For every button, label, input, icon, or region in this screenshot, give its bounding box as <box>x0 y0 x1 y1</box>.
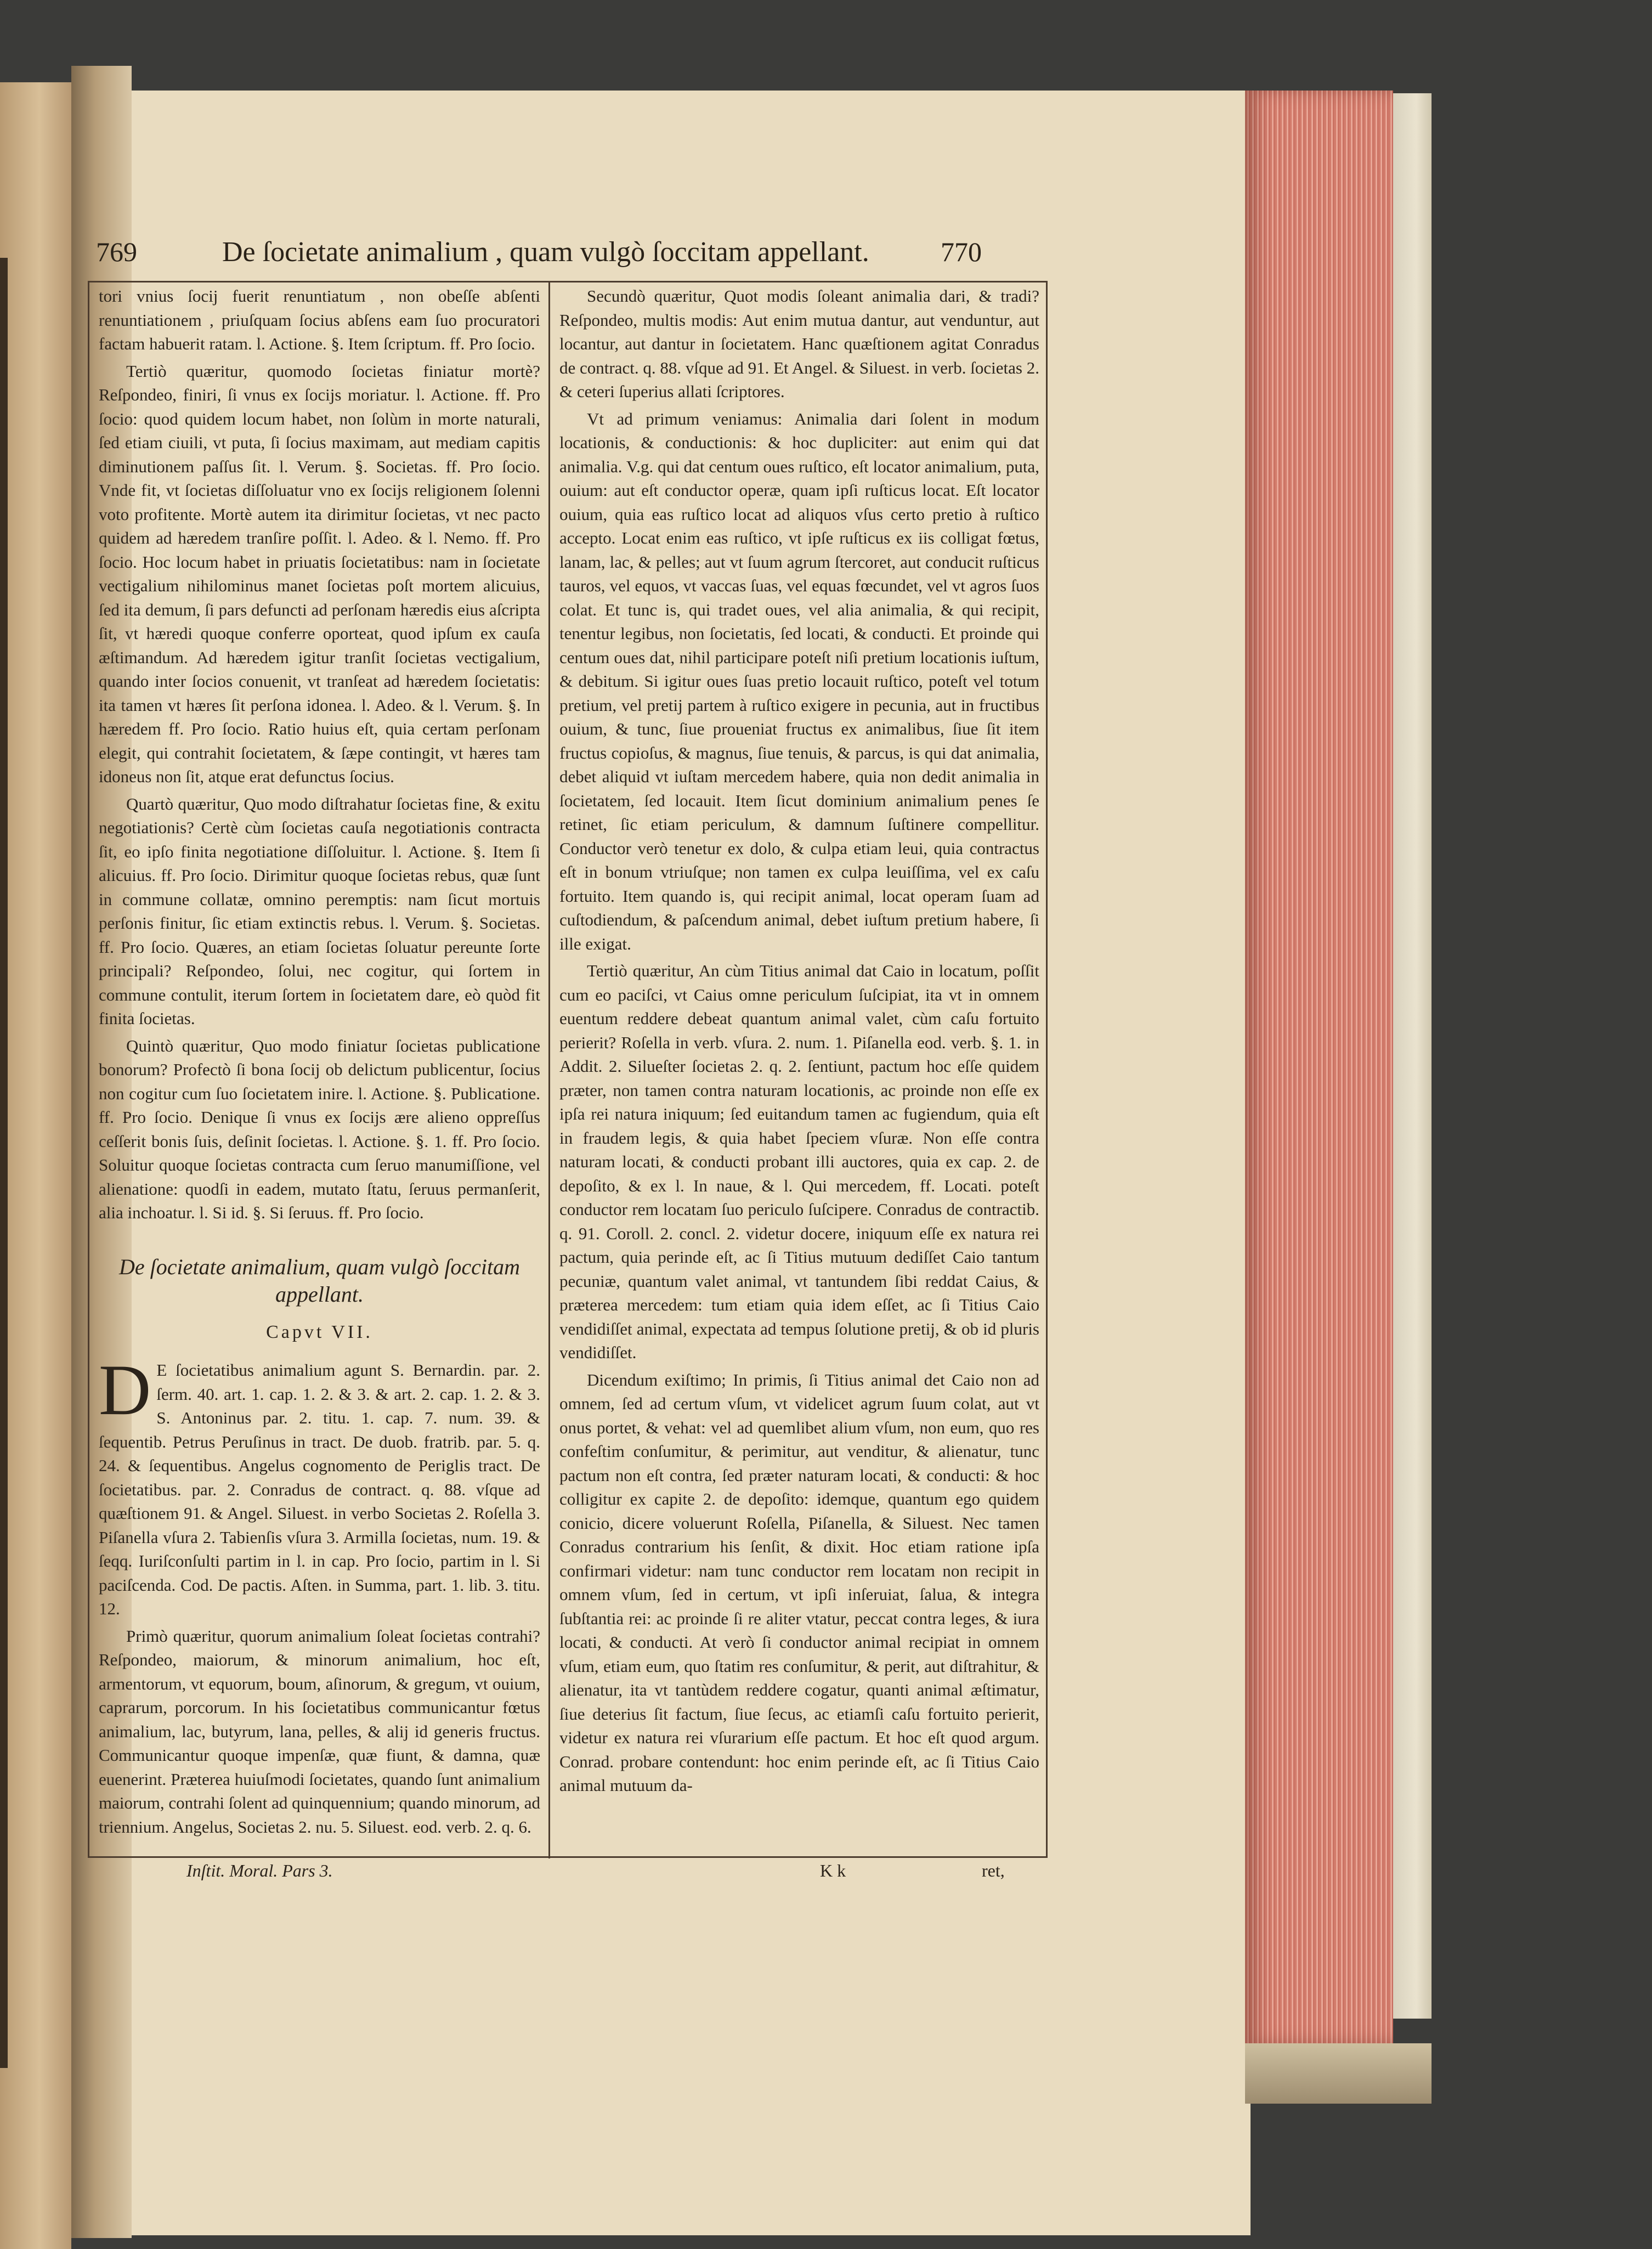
paragraph: Dicendum exiſtimo; In primis, ſi Titius animal det Caio non ad omnem, ſed ad certum vſum, vt videlicet agrum ſuum colat, aut vt onus portet, & vehat: vel ad quemlibet alium vſum, non eum, quo res confeſtim conſumitur, & perimitur, aut venditur, & alienatur, tunc pactum non eſt contra, ſed præter naturam locati, & conducti: & hoc colligitur ex capite 2. de depoſito: idemque, quantum ego quidem conicio, dicere voluerunt Roſella, Piſanella, & Siluest. Nec tamen Conradus contrarium his ſenſit, & dixit. Hoc etiam ratione ipſa confirmari videtur: nam tunc conductor rem locatam non recipit in omnem vſum, ſed in certum, vt ipſi inſeruiat, ſalua, & integra ſubſtantia rei: ac proinde ſi re aliter vtatur, peccat contra leges, & iura locati, & conducti. At verò ſi conductor animal recipiat in omnem vſum, etiam eum, quo ſtatim res conſumitur, & perit, aut diſtrahitur, & alienatur, ita vt tantùdem reddere cogatur, quanti animal æſtimatur, ſiue deterius ſit factum, ſiue ſecus, ac etiamſi caſu fortuito perierit, videtur ex natura rei vſurarium eſſe pactum. Et hoc eſt quod argum. Conrad. probare contendunt: hoc enim perinde eſt, ac ſi Titius Caio animal mutuum da- <box>559 1370 1039 1795</box>
footer-title: Inſtit. Moral. Pars 3. <box>186 1861 333 1880</box>
page-number-left: 769 <box>96 236 137 267</box>
signature-mark: K k <box>820 1861 846 1880</box>
paragraph: tori vnius ſocij fuerit renuntiatum , non obeſſe abſenti renuntiationem , priuſquam ſocius abſens eam ſuo procuratori factam habuerit ratam. l. Actione. §. Item ſcriptum. ff. Pro ſocio. <box>99 286 540 353</box>
catchword: ret, <box>982 1861 1005 1880</box>
paragraph: Tertiò quæritur, quomodo ſocietas finiatur mortè? Reſpondeo, finiri, ſi vnus ex ſocijs moriatur. l. Actione. ff. Pro ſocio: quod quidem locum habet, non ſolùm in morte naturali, ſed etiam ciuili, vt puta, ſi ſocius maximam, aut mediam capitis diminutionem paſſus ſit. l. Verum. §. Societas. ff. Pro ſocio. Vnde fit, vt ſocietas diſſoluatur vno ex ſocijs religionem ſolenni voto profitente. Mortè autem ita dirimitur ſocietas, vt nec pacto quidem ad hæredem tranſire poſſit. l. Adeo. & l. Nemo. ff. Pro ſocio. Hoc locum habet in priuatis ſocietatibus: nam in ſocietate vectigalium nihilominus manet ſocietas poſt mortem alicuius, ſed ita demum, ſi pars defuncti ad perſonam hæredis eius aſcripta ſit, vt hæredi quoque conferre oporteat, quod ipſum ex cauſa æſtimandum. Ad hæredem igitur tranſit ſocietas vectigalium, quando inter ſocios conuenit, vt tranſeat ad hæredem ſocietatis: ita tamen vt hæres ſit perſona idonea. l. Adeo. & l. Verum. §. In hæredem ff. Pro ſocio. Ratio huius eſt, quia certam perſonam elegit, qui contrahit ſocietatem, & ſæpe contingit, vt hæres tam idoneus non ſit, atque erat defunctus ſocius. <box>99 361 540 786</box>
drop-cap: D <box>99 1349 151 1430</box>
left-page-strip <box>0 258 8 2068</box>
page-edges <box>1245 91 1393 2043</box>
column-divider <box>548 281 550 1858</box>
left-page-edge <box>0 82 71 2249</box>
paragraph: Primò quæritur, quorum animalium ſoleat ſocietas contrahi? Reſpondeo, maiorum, & minorum animalium, hoc eſt, armentorum, vt equorum, boum, aſinorum, & gregum, vt ouium, caprarum, porcorum. In his ſocietatibus communicantur fœtus animalium, lac, butyrum, lana, pelles, & alij id generis fructus. Communicantur quoque impenſæ, quæ fiunt, & damna, quæ euenerint. Præterea huiuſmodi ſocietates, quando ſunt animalium maiorum, contrahi ſolent ad quinquennium; quando minorum, ad triennium. Angelus, Societas 2. nu. 5. Siluest. eod. verb. 2. q. 6. <box>99 1626 540 1837</box>
paragraph: Quintò quæritur, Quo modo finiatur ſocietas publicatione bonorum? Profectò ſi bona ſocij ob delictum publicentur, ſocius non cogitur cum ſuo ſocietatem inire. l. Actione. §. Publicatione. ff. Pro ſocio. Denique ſi vnus ex ſocijs ære alieno oppreſſus ceſſerit bonis ſuis, deſinit ſocietas. l. Actione. §. 1. ff. Pro ſocio. Soluitur quoque ſocietas contracta cum ſeruo manumiſſione, vel alienatione: quodſi in eadem, mutato ſtatu, ſeruus permanſerit, alia inchoatur. l. Si id. §. Si ſeruus. ff. Pro ſocio. <box>99 1036 540 1222</box>
right-column <box>559 284 1039 1801</box>
chapter-first-paragraph <box>99 1349 540 1621</box>
paragraph: Secundò quæritur, Quot modis ſoleant animalia dari, & tradi? Reſpondeo, multis modis: Aut enim mutua dantur, aut venduntur, aut locantur, aut dantur in ſocietatem. Hanc quæſtionem agitat Conradus de contract. q. 88. vſque ad 91. Et Angel. & Siluest. in verb. ſocietas 2. & ceteri ſuperius allati ſcriptores. <box>559 286 1039 401</box>
page-number-right: 770 <box>941 236 982 267</box>
paragraph-text: E ſocietatibus animalium agunt S. Bernardin. par. 2. ſerm. 40. art. 1. cap. 1. 2. & 3. & art. 2. cap. 1. 2. & 3. S. Antoninus par. 2. titu. 1. cap. 7. num. 39. & ſequentib. Petrus Peruſinus in tract. De duob. fratrib. par. 5. q. 24. & ſequentibus. Angelus cognomento de Periglis tract. De ſocietatibus. par. 2. Conradus de contract. q. 88. vſque ad quæſtionem 91. & Angel. Siluest. in verbo Societas 2. Roſella 3. Piſanella vſura 2. Tabienſis vſura 3. Armilla ſocietas, num. 19. & ſeqq. Iuriſconſulti partim in l. in cap. Pro ſocio, partim in l. Si paciſcenda. Cod. De pactis. Aſten. in Summa, part. 1. lib. 3. titu. 12. <box>99 1360 540 1618</box>
paragraph: Tertiò quæritur, An cùm Titius animal dat Caio in locatum, poſſit cum eo paciſci, vt Caius omne periculum ſuſcipiat, ita vt in omnem euentum reddere debeat quantum animal valet, cùm caſu fortuito perierit? Roſella in verb. vſura. 2. num. 1. Piſanella eod. verb. §. 1. in Addit. 2. Silueſter ſocietas 2. q. 2. ſentiunt, pactum hoc eſſe quidem præter, non tamen contra naturam locationis, ac proinde non eſſe ex ipſa rei natura iniquum; ſed euitandum tamen ac fugiendum, quia eſt in fraudem legis, & quia habet ſpeciem vſuræ. Non eſſe contra naturam locati, & conducti probant illi auctores, quia ex cap. 2. de depoſito, & ex l. In naue, & l. Qui mercedem, ff. Locati. poteſt conductor rem locatam ſuo periculo ſuſcipere. Conradus de contractib. q. 91. Coroll. 2. concl. 2. videtur docere, iniquum eſſe ex natura rei pactum, quia perinde eſt, ac ſi Titius mutuum dediſſet Caio tantum pecuniæ, quantum valet animal, vt tantundem ſibi reddat Caius, & præterea mercedem: tum etiam quia idem eſſet, ac ſi Titius Caio vendidiſſet animal, expectata ad tempus ſolutione pretij, & ob id pluris vendidiſſet. <box>559 961 1039 1362</box>
chapter-number: Capvt VII. <box>266 1321 373 1342</box>
paragraph: Quartò quæritur, Quo modo diſtrahatur ſocietas fine, & exitu negotiationis? Certè cùm ſocietas cauſa negotiationis contracta ſit, eo ipſo finita negotiatione diſſoluitur. l. Actione. §. Item ſi alicuius. ff. Pro ſocio. Dirimitur quoque ſocietas rebus, quæ ſunt in commune collatæ, omnino peremptis: nam ſicut mortuis perſonis finitur, ſic etiam extinctis rebus. l. Verum. §. Societas. ff. Pro ſocio. Quæres, an etiam ſocietas ſoluatur pereunte ſorte principali? Reſpondeo, ſolui, nec cogitur, qui ſortem in commune contulit, iterum ſortem in ſocietatem dare, eò quòd fit finita ſocietas. <box>99 794 540 1028</box>
running-title: De ſocietate animalium , quam vulgò ſoccitam appellant. <box>222 236 869 268</box>
paragraph: Vt ad primum veniamus: Animalia dari ſolent in modum locationis, & conductionis: & hoc dupliciter: aut enim qui dat animalia. V.g. qui dat centum oues ruſtico, eſt locator animalium, puta, ouium: aut eſt conductor operæ, quam ipſi ruſticus locat. Eſt locator ouium, quia eas ruſtico locat ad aliquos vſus certo pretio à ruſtico accepto. Locat enim eas ruſtico, vt ipſe ruſticus ex iis colligat fœtus, lanam, lac, & pelles; aut vt ſuum agrum ſtercoret, aut conducit ruſticus tauros, vel equos, vt vaccas ſuas, vel equas fœcundet, vel vt agros ſuos colat. Et tunc is, qui tradet oues, vel alia animalia, & qui recipit, tenentur legibus, non ſocietatis, ſed locati, & conducti. Et proinde qui centum oues dat, nihil participare poteſt niſi pretium locationis iuſtum, & debitum. Si igitur oues ſuas pretio locauit ruſtico, poteſt vel totum pretium, vel pretij partem à ruſtico exigere in pecunia, aut in fructibus ouium, & tunc, ſiue proueniat fructus ex animalibus, ſiue ſit item fructus copioſus, & magnus, ſiue tenuis, & parcus, is qui dat animalia, debet aliquid vt iuſtam mercedem habere, quia non dedit animalia in ſocietatem, ſed locauit. Item ſicut dominium animalium penes ſe retinet, ſic etiam periculum, & damnum ſuſtinere compellitur. Conductor verò tenetur ex dolo, & culpa etiam leui, quia contractus eſt in bonum vtriuſque; non tamen ex culpa leuiſſima, vel ex caſu fortuito. Item quando is, qui recipit animal, locat operam ſuam ad cuſtodiendum, & paſcendum animal, debet iuſtum pretium habere, ſi ille exigat. <box>559 409 1039 953</box>
left-column <box>99 284 540 1842</box>
book-bottom-edge <box>1245 2043 1432 2104</box>
chapter-title: De ſocietate animalium, quam vulgò ſoccitam appellant. <box>119 1254 520 1307</box>
book-cover-board <box>1393 93 1432 2019</box>
